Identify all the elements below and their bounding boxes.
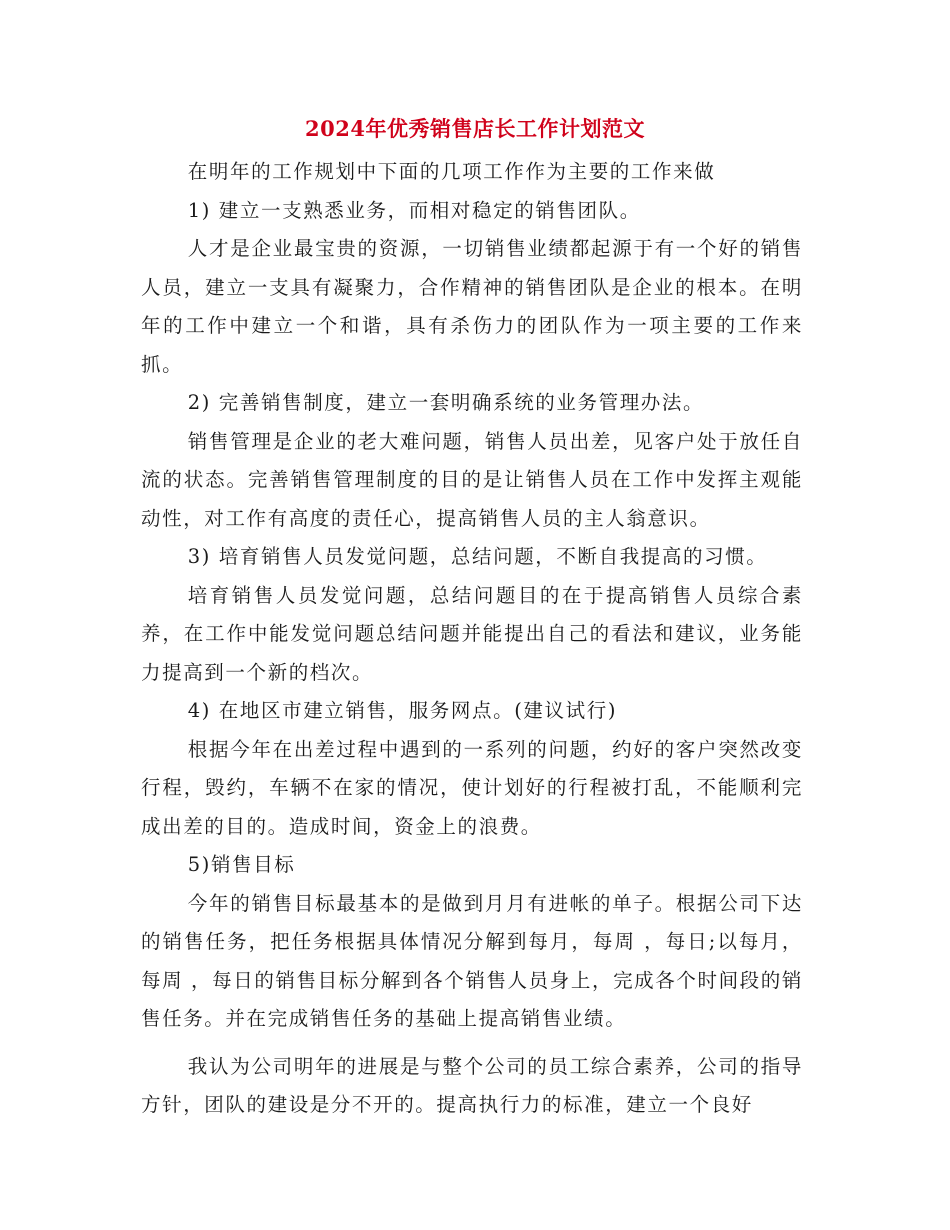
paragraph-item-5-body: 今年的销售目标最基本的是做到月月有进帐的单子。根据公司下达的销售任务，把任务根据具体情况分解到每月，每周 ，每日;以每月，每周 ，每日的销售目标分解到各个销售人员身上，完成各个时间段的销售任务。并在完成销售任务的基础上提高销售业绩。 [141,891,803,1030]
paragraph-item-2-heading: 2) 完善销售制度，建立一套明确系统的业务管理办法。 [187,391,705,414]
paragraph-intro: 在明年的工作规划中下面的几项工作作为主要的工作来做 [187,160,716,183]
paragraph-item-3-heading: 3) 培育销售人员发觉问题，总结问题，不断自我提高的习惯。 [187,545,768,568]
paragraph-item-1-body: 人才是企业最宝贵的资源，一切销售业绩都起源于有一个好的销售人员，建立一支具有凝聚力，合作精神的销售团队是企业的根本。在明年的工作中建立一个和谐，具有杀伤力的团队作为一项主要的工作来抓。 [141,237,803,376]
paragraph-item-5-heading: 5)销售目标 [187,853,296,876]
document-body [141,153,803,1125]
document-title: 2024年优秀销售店长工作计划范文 [305,116,645,141]
paragraph-item-1-heading: 1) 建立一支熟悉业务，而相对稳定的销售团队。 [187,198,641,222]
paragraph-conclusion: 我认为公司明年的进展是与整个公司的员工综合素养，公司的指导方针，团队的建设是分不开的。提高执行力的标准，建立一个良好 [141,1054,803,1116]
paragraph-item-2-body: 销售管理是企业的老大难问题，销售人员出差，见客户处于放任自流的状态。完善销售管理制度的目的是让销售人员在工作中发挥主观能动性，对工作有高度的责任心，提高销售人员的主人翁意识。 [141,429,803,530]
paragraph-item-4-heading: 4) 在地区市建立销售，服务网点。(建议试行) [187,699,618,722]
paragraph-item-3-body: 培育销售人员发觉问题，总结问题目的在于提高销售人员综合素养，在工作中能发觉问题总结问题并能提出自己的看法和建议，业务能力提高到一个新的档次。 [141,583,803,684]
paragraph-item-4-body: 根据今年在出差过程中遇到的一系列的问题，约好的客户突然改变行程，毁约，车辆不在家的情况，使计划好的行程被打乱，不能顺利完成出差的目的。造成时间，资金上的浪费。 [141,737,803,838]
